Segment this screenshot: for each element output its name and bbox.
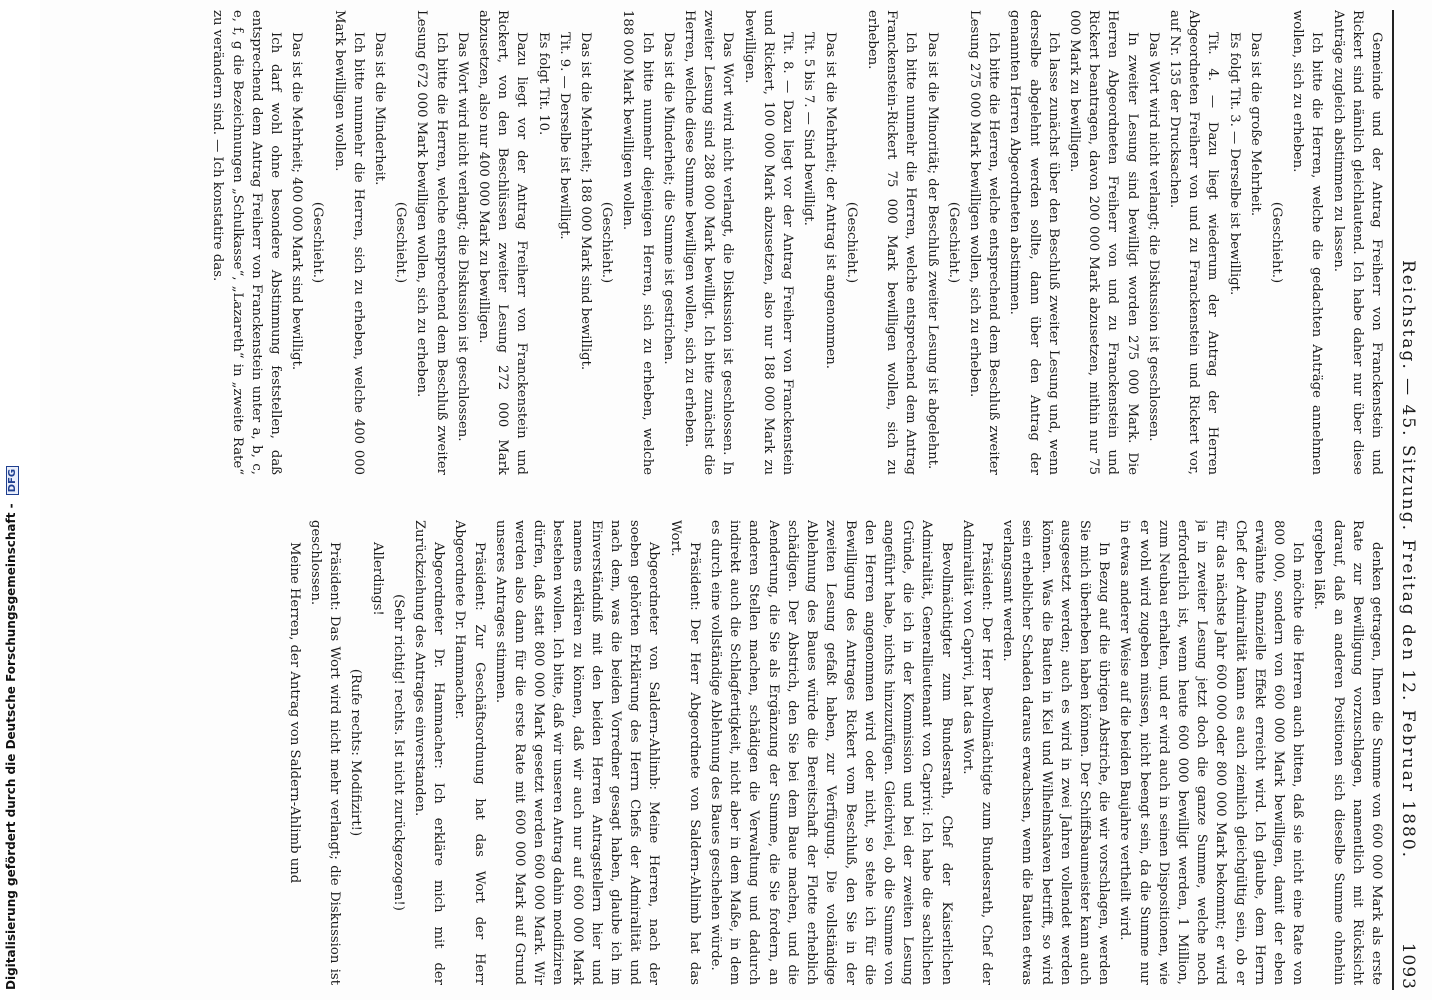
paragraph: (Geschieht.) <box>945 201 961 284</box>
paragraph: (Rufe rechts: Modifizirt!) <box>348 668 364 837</box>
paragraph: Ich möchte die Herren auch bitten, daß sie nicht eine Rate von 800 000, sondern von 600 000 Mark bewilligen, damit der eben erwähnte finanzielle Effekt erreicht wird. Ich glaube, dem Herrn Chef der Admiralität kann es auch ziemlich gleichgültig sein, ob er für das nächste Jahr 600 000 oder 800 000 Mark bekommt; er wird ja in zweiter Lesung jetzt doch die ganze Summe, welche noch erforderlich ist, wenn heute 600 000 bewilligt werden, 1 Million, zum Neubau erhalten, und er wird auch in seinen Dispositionen, wie er wohl wird zugeben müssen, nicht beengt sein, da die Summe nur in etwas anderer Weise auf die beiden Baujahre vertheilt wird. <box>1117 520 1306 985</box>
running-title: Reichstag. — 45. Sitzung. Freitag den 12. Februar 1880. <box>1398 260 1418 860</box>
paragraph: Allerdings! <box>369 542 385 616</box>
paragraph: Es folgt Tit. 10. <box>535 32 551 136</box>
paragraph: Tit. 5 bis 7. — Sind bewilligt. <box>801 32 817 226</box>
paragraph: Präsident: Zur Geschäftsordnung hat das Wort der Herr Abgeordnete Dr. Hammacher. <box>452 520 487 985</box>
paragraph: Ich bitte nunmehr die Herren, welche entsprechend dem Antrag Franckenstein-Rickert 75 000 Mark bewilligen wollen, sich zu erheben. <box>864 10 919 475</box>
paragraph: Das Wort wird nicht verlangt; die Diskussion ist geschlossen. <box>454 32 470 442</box>
paragraph: Das ist die Minderheit; die Summe ist gestrichen. <box>660 32 676 365</box>
paragraph: Das ist die Minorität; der Beschluß zweiter Lesung ist abgelehnt. <box>924 32 940 470</box>
paragraph: (Geschieht.) <box>599 201 615 284</box>
page-number: 1093 <box>1398 942 1418 990</box>
paragraph: (Sehr richtig! rechts. Ist nicht zurückgezogen!) <box>390 594 406 911</box>
dfg-logo: DFG <box>6 466 19 495</box>
paragraph: Ich bitte nunmehr die Herren, sich zu erheben, welche 400 000 Mark bewilligen wollen. <box>331 10 366 475</box>
paragraph: Das ist die große Mehrheit. <box>1247 32 1263 217</box>
scanned-page <box>40 0 1432 1000</box>
paragraph: Ich darf wohl ohne besondere Abstimmung feststellen, daß entsprechend dem Antrag Freiherr von Franckenstein unter a, b, c, e, f, g die Bezeichnungen „Schulkasse“, „Lazareth“ in „zweite Rate“ zu verändern sind. — Ich konstatire das. <box>210 10 284 475</box>
paragraph: (Geschieht.) <box>310 201 326 284</box>
paragraph: Ich bitte die Herren, welche entsprechend dem Beschluß zweiter Lesung 672 000 Mark bewilligen wollen, sich zu erheben. <box>414 10 449 475</box>
left-text-column <box>96 10 1386 475</box>
paragraph: Abgeordneter von Saldern-Ahlimb: Meine Herren, nach der soeben gehörten Erklärung des Herrn Chefs der Admiralität und nach dem, was die beiden Vorredner gesagt haben, glaube ich im Einverständniß mit den beiden Herren Antragstellern hier und namens erklären zu können, daß wir auch nur auf 600 000 Mark bestehen wollen. Ich bitte, daß wir unseren Antrag dahin modifiziren dürfen, daß statt 800 000 Mark gesetzt werden 600 000 Mark. Wir werden also dann für die erste Rate mit 600 000 Mark auf Grund unseres Antrages stimmen. <box>492 520 662 985</box>
paragraph: (Geschieht.) <box>393 201 409 284</box>
digitization-sidebar <box>0 0 40 1000</box>
paragraph: Das Wort wird nicht verlangt; die Diskussion ist geschlossen. <box>1145 32 1161 442</box>
paragraph: Das ist die Minderheit. <box>372 32 388 186</box>
paragraph: Meine Herren, der Antrag von Saldern-Ahlimb und <box>286 542 302 884</box>
paragraph: In Bezug auf die übrigen Abstriche, die wir vorschlagen, werden Sie mich überheben haben können. Der Schiffsbaumeister kann auch ausgesetzt werden; auch es wird in zwei Jahren vollendet werden können. Was die Bauten in Kiel und Wilhelmshaven betrifft, so wird sein erheblicher Schaden daraus erwachsen, wenn die Bauten etwas verlangsamt werden. <box>1000 520 1112 985</box>
paragraph: Es folgt Tit. 3. — Derselbe ist bewilligt. <box>1226 32 1242 296</box>
paragraph: Präsident: Der Herr Abgeordnete von Saldern-Ahlimb hat das Wort. <box>667 520 702 985</box>
paragraph: Ich bitte nunmehr diejenigen Herren, sich zu erheben, welche 188 000 Mark bewilligen wollen. <box>620 10 655 475</box>
credit-text: Digitalisierung gefördert durch die Deutsche Forschungsgemeinschaft - <box>4 503 18 990</box>
paragraph: Tit. 8. — Dazu liegt vor der Antrag Freiherr von Franckenstein und Rickert, 100 000 Mark abzusetzen, also nur 188 000 Mark zu bewilligen. <box>741 10 796 475</box>
paragraph: Präsident: Das Wort wird nicht mehr verlangt; die Diskussion ist geschlossen. <box>308 520 343 985</box>
paragraph: Das Wort wird nicht verlangt, die Diskussion ist geschlossen. In zweiter Lesung sind 288 000 Mark bewilligt. Ich bitte zunächst die Herren, welche diese Summe bewilligen wollen, sich zu erheben. <box>682 10 736 475</box>
paragraph: denken getragen, Ihnen die Summe von 600 000 Mark als erste Rate zur Bewilligung vorzuschlagen, namentlich mit Rücksicht darauf, daß an anderen Positionen sich dieselbe Summe ohnehin ergeben läßt. <box>1311 520 1384 985</box>
paragraph: Ich bitte die Herren, welche entsprechend dem Beschluß zweiter Lesung 275 000 Mark bewilligen wollen, sich zu erheben. <box>966 10 1002 475</box>
paragraph: Gemeinde und der Antrag Freiherr von Franckenstein und Rickert sind nämlich gleichlautend. Ich habe daher nur über diese Anträge zugleich abstimmen zu lassen. <box>1330 10 1384 475</box>
paragraph: Das ist die Mehrheit; 400 000 Mark sind bewilligt. <box>289 32 305 371</box>
paragraph: In zweiter Lesung sind bewilligt worden 275 000 Mark. Die Herren Abgeordneten Freiherr von und zu Franckenstein und Rickert beantragen, davon 200 000 Mark abzusetzen, mithin nur 75 000 Mark zu bewilligen. <box>1066 10 1140 475</box>
paragraph: Tit. 4. — Dazu liegt wiederum der Antrag der Herren Abgeordneten Freiherr von und zu Franckenstein und Rickert vor, auf Nr. 135 der Drucksachen. <box>1166 10 1221 475</box>
paragraph: Das ist die Mehrheit; 188 000 Mark sind bewilligt. <box>578 32 594 371</box>
page-header <box>1392 10 1428 990</box>
paragraph: Das ist die Mehrheit; der Antrag ist angenommen. <box>822 32 838 369</box>
right-text-column <box>96 520 1386 985</box>
paragraph: Präsident: Der Herr Bevollmächtigte zum Bundesrath, Chef der Admiralität von Caprivi, hat das Wort. <box>959 520 994 985</box>
digitization-credit <box>4 0 19 990</box>
paragraph: (Geschieht.) <box>843 201 859 284</box>
paragraph: Dazu liegt vor der Antrag Freiherr von Franckenstein und Rickert, von den Beschlüssen zweiter Lesung 272 000 Mark abzusetzen, also nur 400 000 Mark zu bewilligen. <box>476 10 530 475</box>
paragraph: Abgeordneter Dr. Hammacher: Ich erkläre mich mit der Zurückziehung des Antrages einverstanden. <box>412 520 447 985</box>
paragraph: Bevollmächtigter zum Bundesrath, Chef der Kaiserlichen Admiralität, Generallieutenant von Caprivi: Ich habe die sachlichen Gründe, die ich in der Kommission und bei der zweiten Lesung angeführt habe, nichts hinzuzufügen. Gleichviel, ob die Summe von den Herren angenommen wird oder nicht, so stehe ich für die Bewilligung des Antrages Rickert vom Beschluß, den Sie in der zweiten Lesung gefaßt haben, zur Verfügung. Die vollständige Ablehnung des Baues würde die Bereitschaft der Flotte erheblich schädigen. Der Abstrich, den Sie bei dem Baue machen, und die Aenderung, die Sie als Ergänzung der Summe, die Sie fordern, an anderen Stellen machen, schädigen die Verwaltung und dadurch indirekt auch die Schlagfertigkeit, nicht aber in dem Maße, in dem es durch eine vollständige Ablehnung des Baues geschehen würde. <box>708 520 954 985</box>
paragraph: Ich bitte die Herren, welche die gedachten Anträge annehmen wollen, sich zu erheben. <box>1290 10 1325 475</box>
page-content <box>92 0 1432 1000</box>
paragraph: Tit. 9. — Derselbe ist bewilligt. <box>556 32 572 240</box>
paragraph: Ich lasse zunächst über den Beschluß zweiter Lesung und, wenn derselbe abgelehnt werden sollte, dann über den Antrag der genannten Herren Abgeordneten abstimmen. <box>1007 10 1061 475</box>
paragraph: (Geschieht.) <box>1268 201 1284 284</box>
